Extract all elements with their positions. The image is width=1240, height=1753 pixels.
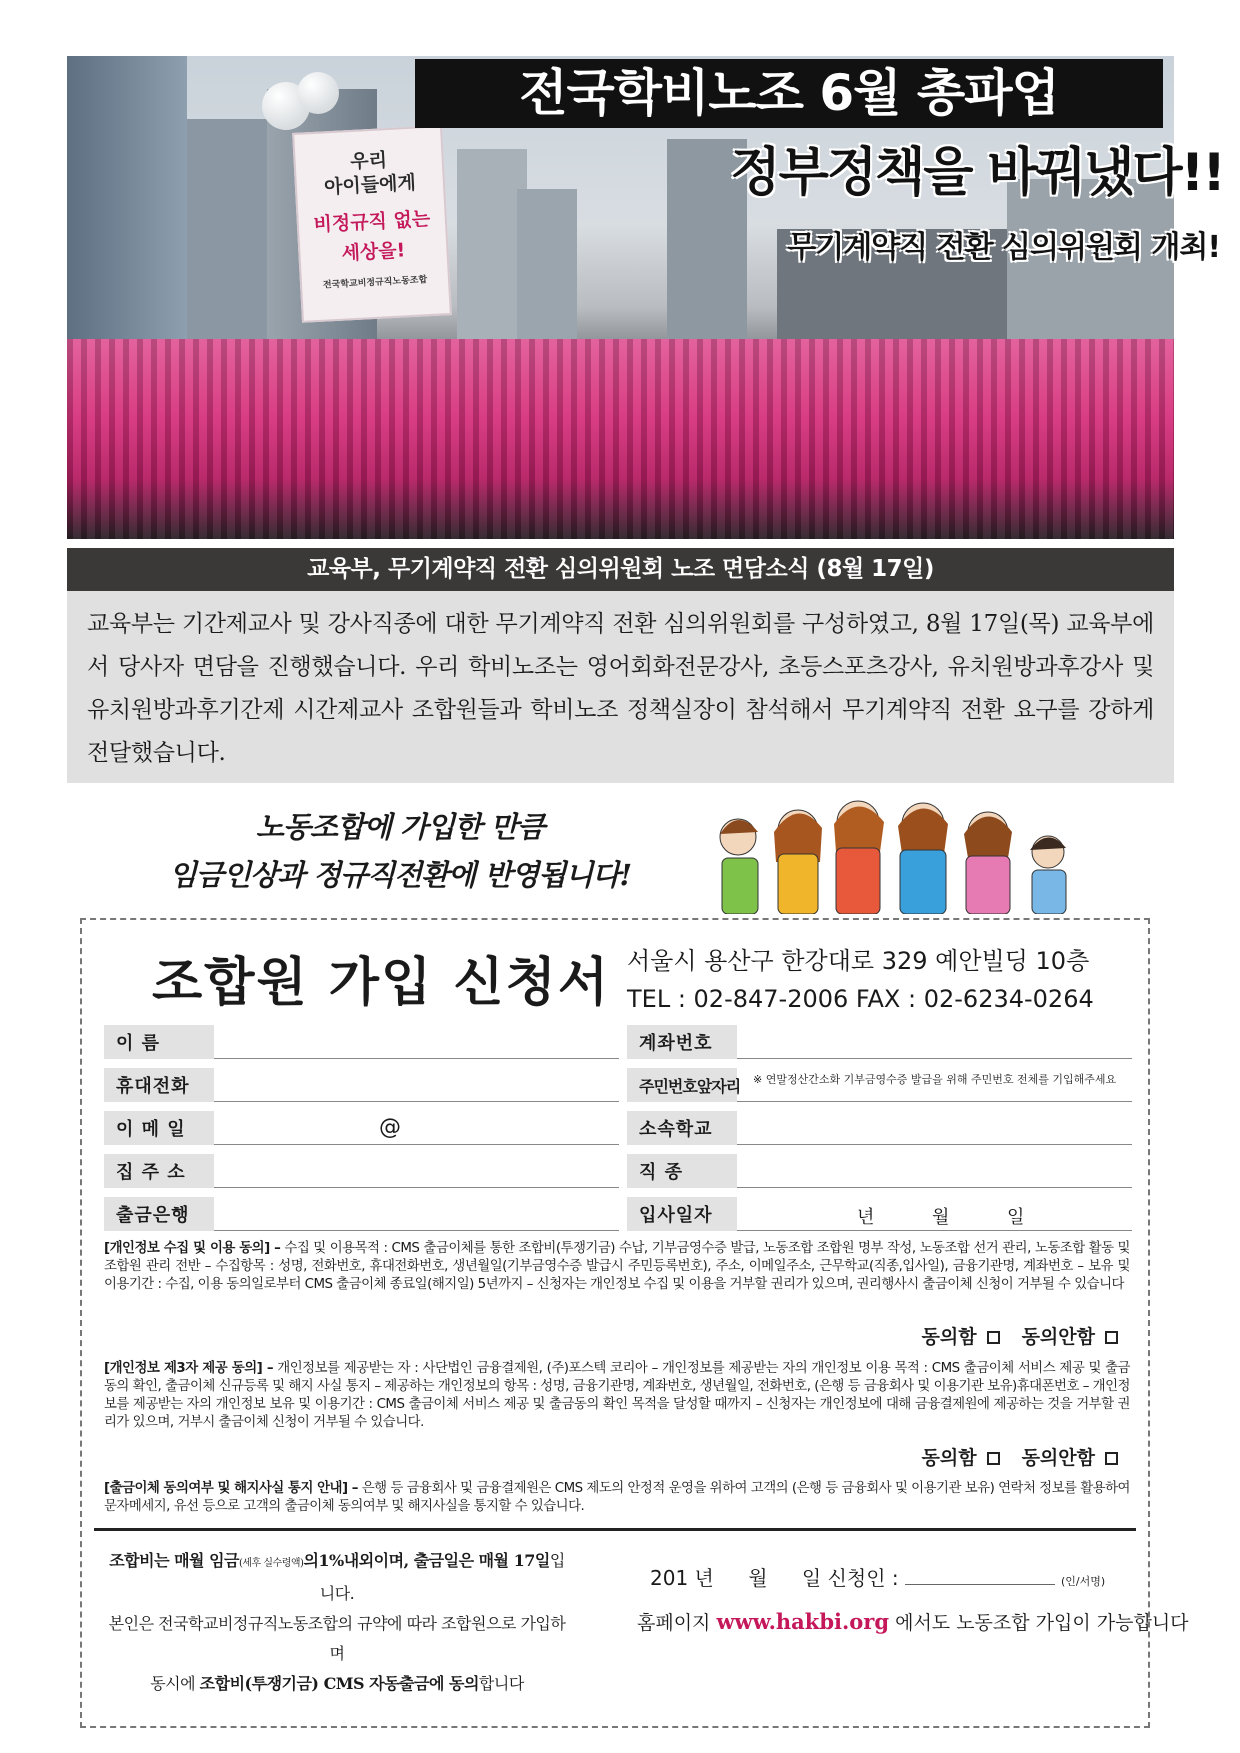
pledge-text: 합니다 bbox=[478, 1674, 524, 1693]
consent-collection-choice bbox=[922, 1322, 1118, 1349]
home-suffix: 에서도 노동조합 가입이 가능합니다 bbox=[889, 1612, 1189, 1634]
agree-checkbox[interactable] bbox=[987, 1331, 1000, 1344]
field-label: 출금은행 bbox=[104, 1197, 214, 1231]
agree-label: 동의함 bbox=[921, 1326, 977, 1348]
person-figure bbox=[774, 810, 822, 914]
disagree-checkbox[interactable] bbox=[1105, 1331, 1118, 1344]
pledge-tail: 입니다. bbox=[319, 1551, 565, 1603]
building bbox=[517, 189, 577, 339]
field-bank bbox=[104, 1196, 619, 1232]
pledge-small: (세후 실수령액) bbox=[239, 1558, 304, 1569]
consent-heading: [출금이체 동의여부 및 해지사실 통지 안내] – bbox=[104, 1481, 358, 1496]
person-figure bbox=[720, 819, 758, 914]
agree-checkbox[interactable] bbox=[987, 1452, 1000, 1465]
field-email bbox=[104, 1110, 619, 1146]
disagree-checkbox[interactable] bbox=[1105, 1452, 1118, 1465]
email-input[interactable] bbox=[214, 1111, 619, 1145]
consent-text: 수집 및 이용목적 : CMS 출금이체를 통한 조합비(투쟁기금) 수납, 기부금영수증 발급, 노동조합 조합원 명부 작성, 노동조합 선거 관리, 노동조합 활동 및 조합원 관리 전반 – 수집항목 : 성명, 전화번호, 휴대전화번호, 생년월일(기부금영수증 발급시 주민등록번호), 주소, 이메일주소, 근무학교(직종,입사일), 금융기관명, 계좌번호 – 보유 및 이용기간 : 수집, 이용 동의일로부터 CMS 출금이체 종료일(해지일) 5년까지 – 신청자는 개인정보 수집 및 이용을 거부할 권리가 있으며, 권리행사시 출금이체 신청이 거부될 수 있습니다 bbox=[104, 1241, 1130, 1292]
person-figure bbox=[964, 812, 1012, 914]
building bbox=[67, 56, 187, 339]
homepage-link[interactable]: www.hakbi.org bbox=[716, 1609, 890, 1634]
field-hire-date bbox=[627, 1196, 1132, 1232]
slogan-line: 임금인상과 정규직전환에 반영됩니다! bbox=[168, 858, 632, 892]
crowd bbox=[67, 339, 1174, 539]
pledge-bold: 조합비(투쟁기금) CMS 자동출금에 동의 bbox=[199, 1674, 479, 1693]
dues-pledge bbox=[102, 1546, 572, 1699]
banner-line: 아이들에게 bbox=[323, 171, 417, 199]
name-input[interactable] bbox=[214, 1025, 619, 1059]
pledge-bold: 조합비는 매월 임금 bbox=[109, 1551, 239, 1570]
person-figure bbox=[898, 803, 948, 914]
banner-footer: 전국학교비정규직노동조합 bbox=[322, 275, 428, 291]
sign-year: 201 년 bbox=[650, 1566, 714, 1590]
disagree-label: 동의안함 bbox=[1021, 1326, 1095, 1348]
field-school bbox=[627, 1110, 1132, 1146]
agree-label: 동의함 bbox=[921, 1447, 977, 1469]
ssn-note: ※ 연말정산간소화 기부금영수증 발급을 위해 주민번호 전체를 기입해주세요 bbox=[753, 1073, 1117, 1086]
at-sign: @ bbox=[379, 1115, 401, 1140]
sign-label: 신청인 : bbox=[827, 1566, 899, 1590]
field-ssn bbox=[627, 1067, 1132, 1103]
union-address bbox=[627, 942, 1094, 1018]
consent-text: 은행 등 금융회사 및 금융결제원은 CMS 제도의 안정적 운영을 위하여 고객의 (은행 등 금융회사 및 이용기관 보유) 연락처 정보를 활용하여 문자메세지, 유선 등으로 고객의 출금이체 동의여부 및 해지사실을 통지할 수 있습니다. bbox=[104, 1481, 1130, 1514]
homepage-note bbox=[637, 1608, 1189, 1635]
person-figure bbox=[834, 801, 884, 914]
form-title: 조합원 가입 신청서 bbox=[152, 953, 611, 1013]
subheadline: 정부정책을 바꿔냈다!! bbox=[730, 143, 1224, 203]
field-label: 집 주 소 bbox=[104, 1154, 214, 1188]
banner-line: 비정규직 없는 bbox=[313, 207, 431, 237]
field-label: 주민번호앞자리 bbox=[627, 1068, 737, 1102]
building bbox=[187, 119, 277, 339]
seal-label: (인/서명) bbox=[1061, 1575, 1106, 1588]
pledge-line bbox=[102, 1546, 572, 1609]
pledge-line bbox=[102, 1669, 572, 1699]
pledge-bold: 의1%내외이며, 출금일은 매월 17일 bbox=[303, 1551, 550, 1570]
slogan-line: 노동조합에 가입한 만큼 bbox=[255, 810, 545, 844]
slogan bbox=[110, 803, 690, 899]
job-input[interactable] bbox=[737, 1154, 1132, 1188]
field-label: 이 름 bbox=[104, 1025, 214, 1059]
day-label: 일 bbox=[1007, 1207, 1025, 1228]
banner-line: 우리 bbox=[349, 149, 388, 174]
divider bbox=[94, 1528, 1136, 1531]
consent-collection bbox=[104, 1240, 1130, 1294]
account-input[interactable] bbox=[737, 1025, 1132, 1059]
people-illustration bbox=[708, 792, 1078, 914]
field-address bbox=[104, 1153, 619, 1189]
month-label: 월 bbox=[932, 1207, 950, 1228]
field-job bbox=[627, 1153, 1132, 1189]
protest-banner bbox=[292, 125, 452, 323]
field-label: 입사일자 bbox=[627, 1197, 737, 1231]
field-label: 계좌번호 bbox=[627, 1025, 737, 1059]
news-title: 교육부, 무기계약직 전환 심의위원회 노조 면담소식 (8월 17일) bbox=[67, 548, 1174, 591]
bank-input[interactable] bbox=[214, 1197, 619, 1231]
year-label: 년 bbox=[857, 1207, 875, 1228]
mobile-input[interactable] bbox=[214, 1068, 619, 1102]
pledge-text: 동시에 bbox=[150, 1674, 200, 1693]
person-figure bbox=[1030, 836, 1066, 914]
news-body: 교육부는 기간제교사 및 강사직종에 대한 무기계약직 전환 심의위원회를 구성하였고, 8월 17일(목) 교육부에서 당사자 면담을 진행했습니다. 우리 학비노조는 영어회화전문강사, 초등스포츠강사, 유치원방과후강사 및 유치원방과후기간제 시간제교사 조합원들과 학비노조 정책실장이 참석해서 무기계약직 전환 요구를 강하게 전달했습니다. bbox=[67, 591, 1174, 783]
field-label: 이 메 일 bbox=[104, 1111, 214, 1145]
field-name bbox=[104, 1024, 619, 1060]
address-text: 서울시 용산구 한강대로 329 예안빌딩 10층 bbox=[627, 947, 1090, 975]
banner-line: 세상을! bbox=[341, 239, 406, 265]
home-prefix: 홈페이지 bbox=[637, 1612, 717, 1634]
field-account bbox=[627, 1024, 1132, 1060]
field-label: 직 종 bbox=[627, 1154, 737, 1188]
headline: 전국학비노조 6월 총파업 bbox=[415, 59, 1163, 128]
consent-notice bbox=[104, 1480, 1130, 1516]
ssn-input[interactable] bbox=[737, 1068, 1132, 1102]
disagree-label: 동의안함 bbox=[1021, 1447, 1095, 1469]
consent-heading: [개인정보 제3자 제공 동의] – bbox=[104, 1361, 274, 1376]
hero-photo bbox=[67, 56, 1174, 539]
signature-row bbox=[650, 1562, 1105, 1591]
consent-text: 개인정보를 제공받는 자 : 사단법인 금융결제원, (주)포스텍 코리아 – 개인정보를 제공받는 자의 개인정보 이용 목적 : CMS 출금이체 서비스 제공 및 출금동의 확인, 출금이체 신규등록 및 해지 사실 통지 – 제공하는 개인정보의 항목 : 성명, 금융기관명, 계좌번호, 생년월일, 전화번호, (은행 등 금융회사 및 이용기관 보유)휴대폰번호 – 개인정보를 제공받는 자의 개인정보 보유 및 이용기간 : CMS 출금이체 서비스 제공 및 출금동의 확인 목적을 달성할 때까지 – 신청자는 개인정보에 대해 금융결제원에 제공하는 것을 거부할 권리가 있으며, 거부시 출금이체 신청이 거부될 수 있습니다. bbox=[104, 1361, 1130, 1430]
field-label: 소속학교 bbox=[627, 1111, 737, 1145]
consent-heading: [개인정보 수집 및 이용 동의] – bbox=[104, 1241, 281, 1256]
school-input[interactable] bbox=[737, 1111, 1132, 1145]
signature-input[interactable] bbox=[905, 1571, 1055, 1585]
hire-date-input[interactable] bbox=[737, 1197, 1132, 1231]
field-label: 휴대전화 bbox=[104, 1068, 214, 1102]
address-input[interactable] bbox=[214, 1154, 619, 1188]
consent-third-party-choice bbox=[922, 1443, 1118, 1470]
field-mobile bbox=[104, 1067, 619, 1103]
consent-third-party bbox=[104, 1360, 1130, 1432]
sign-month: 월 bbox=[748, 1566, 768, 1590]
balloon bbox=[297, 72, 339, 114]
contact-text: TEL : 02-847-2006 FAX : 02-6234-0264 bbox=[627, 985, 1094, 1013]
subheadline-2: 무기계약직 전환 심의위원회 개최! bbox=[787, 230, 1220, 265]
pledge-line: 본인은 전국학교비정규직노동조합의 규약에 따라 조합원으로 가입하며 bbox=[108, 1614, 566, 1663]
sign-day: 일 bbox=[801, 1566, 822, 1590]
membership-form bbox=[80, 918, 1189, 1728]
